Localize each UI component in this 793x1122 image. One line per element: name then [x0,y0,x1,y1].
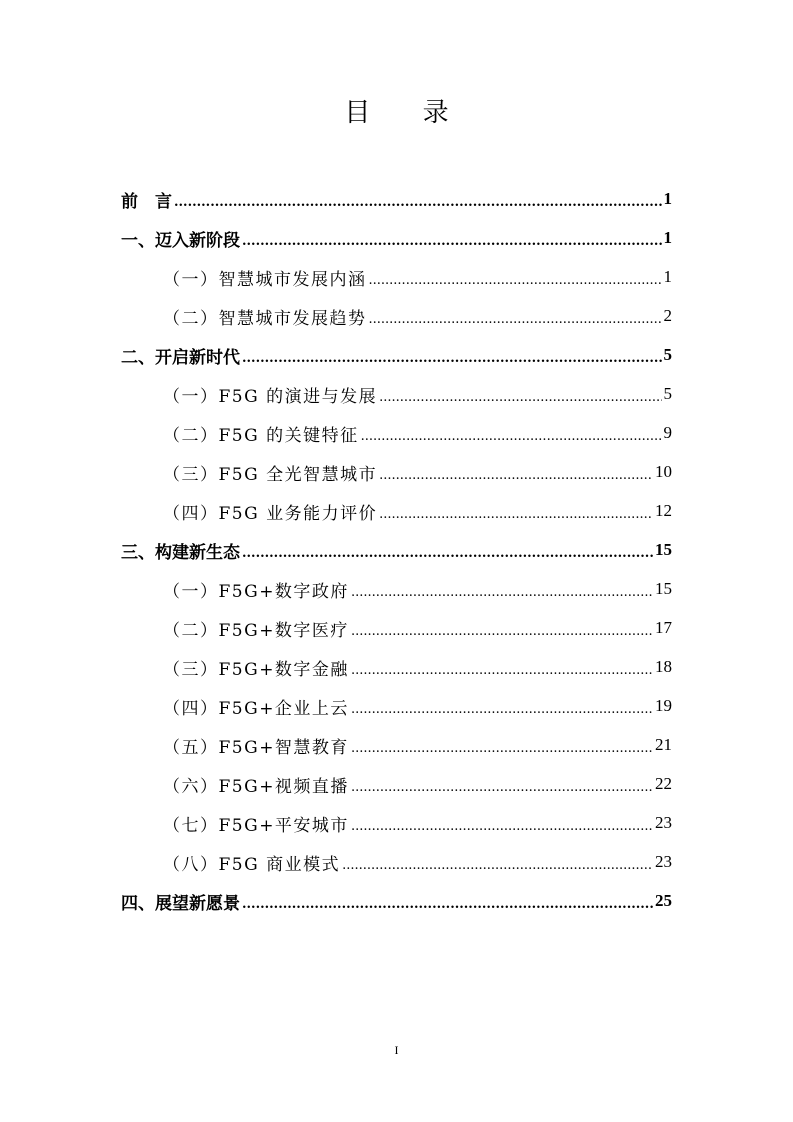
toc-entry-label: （八）F5G 商业模式 [163,854,341,875]
toc-entry[interactable] [163,730,672,760]
toc-entry[interactable] [121,535,672,565]
dot-leader [351,781,653,799]
toc-entry-label: （七）F5G+平安城市 [163,815,349,836]
toc-entry-label: （一）F5G+数字政府 [163,581,349,602]
dot-leader [351,820,653,838]
toc-entry-page: 10 [655,462,672,481]
toc-entry-page: 15 [655,579,672,598]
dot-leader [342,859,653,877]
toc-entry[interactable] [163,847,672,877]
toc-entry-page: 1 [663,228,672,247]
toc-entry-label: （一）F5G 的演进与发展 [163,386,378,407]
toc-entry[interactable] [163,496,672,526]
toc-entry[interactable] [121,223,672,253]
toc-entry-label: 四、展望新愿景 [121,893,240,914]
toc-entry-label: （五）F5G+智慧教育 [163,737,349,758]
toc-entry-page: 25 [655,891,672,910]
toc-entry-label: 前 言 [121,191,172,212]
toc-entry[interactable] [121,340,672,370]
toc-entry-label: 二、开启新时代 [121,347,240,368]
toc-entry[interactable] [163,301,672,331]
toc-entry[interactable] [163,262,672,292]
toc-entry-label: （四）F5G 业务能力评价 [163,503,378,524]
toc-entry-page: 1 [663,267,672,286]
dot-leader [242,547,653,565]
page-number: I [394,1043,399,1057]
toc-entry-label: 三、构建新生态 [121,542,240,563]
dot-leader [242,898,653,916]
toc-entry-page: 23 [655,852,672,871]
toc-entry-label: （六）F5G+视频直播 [163,776,349,797]
toc-entry-page: 17 [655,618,672,637]
toc-entry[interactable] [163,379,672,409]
toc-entry-page: 23 [655,813,672,832]
dot-leader [351,742,653,760]
toc-entry-page: 9 [663,423,672,442]
dot-leader [361,430,662,448]
toc-entry[interactable] [121,886,672,916]
toc-entry[interactable] [163,613,672,643]
dot-leader [351,625,653,643]
toc-entry-page: 19 [655,696,672,715]
toc-entry[interactable] [163,457,672,487]
toc-entry-label: （二）F5G 的关键特征 [163,425,359,446]
dot-leader [369,274,662,292]
toc-entry-label: （一）智慧城市发展内涵 [163,269,367,290]
toc-entry-page: 5 [663,345,672,364]
dot-leader [174,196,662,214]
toc-entry-page: 12 [655,501,672,520]
toc-entry[interactable] [163,574,672,604]
toc-entry-label: （二）F5G+数字医疗 [163,620,349,641]
dot-leader [379,469,653,487]
toc-title: 目 录 [344,98,471,128]
dot-leader [379,508,653,526]
toc-entry-label: 一、迈入新阶段 [121,230,240,251]
toc-entry-label: （三）F5G 全光智慧城市 [163,464,378,485]
toc-entry[interactable] [121,184,672,214]
dot-leader [242,352,662,370]
toc-entry-page: 22 [655,774,672,793]
toc-entry-page: 2 [663,306,672,325]
toc-entry-label: （二）智慧城市发展趋势 [163,308,367,329]
dot-leader [379,391,661,409]
toc-entry-page: 18 [655,657,672,676]
toc-entry[interactable] [163,808,672,838]
toc-entry-label: （四）F5G+企业上云 [163,698,349,719]
toc-entry-label: （三）F5G+数字金融 [163,659,349,680]
dot-leader [351,703,653,721]
toc-entry-page: 15 [655,540,672,559]
dot-leader [351,586,653,604]
dot-leader [369,313,662,331]
toc-entry[interactable] [163,652,672,682]
toc-entry[interactable] [163,418,672,448]
toc-entry-page: 21 [655,735,672,754]
toc-entry[interactable] [163,769,672,799]
toc-entry[interactable] [163,691,672,721]
dot-leader [351,664,653,682]
dot-leader [242,235,662,253]
toc-entry-page: 1 [663,189,672,208]
toc-entry-page: 5 [663,384,672,403]
